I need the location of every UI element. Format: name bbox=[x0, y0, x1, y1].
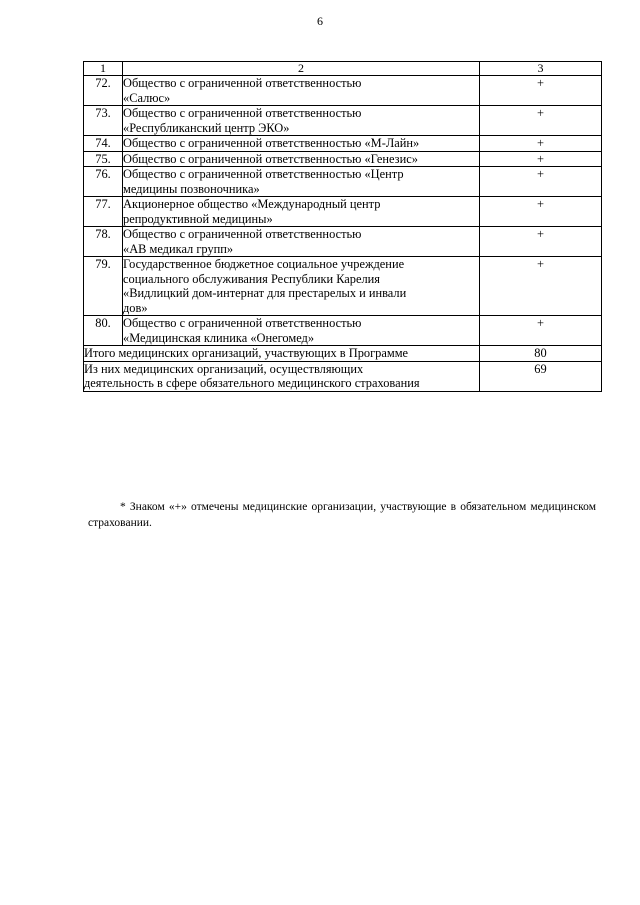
organization-name: Общество с ограниченной ответственностью «Генезис» bbox=[123, 151, 480, 167]
total-oms-row bbox=[84, 361, 602, 391]
row-number: 73. bbox=[84, 106, 123, 136]
table-row bbox=[84, 76, 602, 106]
column-header-oms-mark: 3 bbox=[480, 62, 602, 76]
oms-mark: + bbox=[480, 316, 602, 346]
table-row bbox=[84, 227, 602, 257]
oms-mark: + bbox=[480, 257, 602, 316]
table-row bbox=[84, 167, 602, 197]
organization-name: Государственное бюджетное социальное учреждение социального обслуживания Республики Карелия «Видлицкий дом-интернат для престарелых и инвали дов» bbox=[123, 257, 480, 316]
organizations-table bbox=[83, 61, 602, 392]
row-number: 76. bbox=[84, 167, 123, 197]
row-number: 77. bbox=[84, 197, 123, 227]
oms-mark: + bbox=[480, 136, 602, 152]
table-row bbox=[84, 136, 602, 152]
total-participating-label: Итого медицинских организаций, участвующих в Программе bbox=[84, 346, 480, 362]
table-header-row bbox=[84, 62, 602, 76]
organization-name: Общество с ограниченной ответственностью «М-Лайн» bbox=[123, 136, 480, 152]
organization-name: Общество с ограниченной ответственностью «Центр медицины позвоночника» bbox=[123, 167, 480, 197]
oms-mark: + bbox=[480, 106, 602, 136]
table-row bbox=[84, 316, 602, 346]
page-number: 6 bbox=[317, 14, 323, 28]
row-number: 79. bbox=[84, 257, 123, 316]
total-participating-value: 80 bbox=[480, 346, 602, 362]
column-header-name: 2 bbox=[123, 62, 480, 76]
table-row bbox=[84, 106, 602, 136]
footnote: * Знаком «+» отмечены медицинские организации, участвующие в обязательном медицинском страховании. bbox=[88, 501, 596, 529]
total-oms-label: Из них медицинских организаций, осуществляющих деятельность в сфере обязательного медицинского страхования bbox=[84, 361, 480, 391]
row-number: 80. bbox=[84, 316, 123, 346]
organization-name: Общество с ограниченной ответственностью «Медицинская клиника «Онегомед» bbox=[123, 316, 480, 346]
table-row bbox=[84, 197, 602, 227]
table-row bbox=[84, 257, 602, 316]
oms-mark: + bbox=[480, 151, 602, 167]
oms-mark: + bbox=[480, 197, 602, 227]
row-number: 78. bbox=[84, 227, 123, 257]
total-oms-value: 69 bbox=[480, 361, 602, 391]
organization-name: Общество с ограниченной ответственностью «АВ медикал групп» bbox=[123, 227, 480, 257]
table-row bbox=[84, 151, 602, 167]
oms-mark: + bbox=[480, 167, 602, 197]
organization-name: Акционерное общество «Международный центр репродуктивной медицины» bbox=[123, 197, 480, 227]
row-number: 74. bbox=[84, 136, 123, 152]
row-number: 72. bbox=[84, 76, 123, 106]
row-number: 75. bbox=[84, 151, 123, 167]
total-participating-row bbox=[84, 346, 602, 362]
organization-name: Общество с ограниченной ответственностью «Салюс» bbox=[123, 76, 480, 106]
oms-mark: + bbox=[480, 227, 602, 257]
organization-name: Общество с ограниченной ответственностью «Республиканский центр ЭКО» bbox=[123, 106, 480, 136]
oms-mark: + bbox=[480, 76, 602, 106]
table-body bbox=[84, 76, 602, 392]
column-header-number: 1 bbox=[84, 62, 123, 76]
